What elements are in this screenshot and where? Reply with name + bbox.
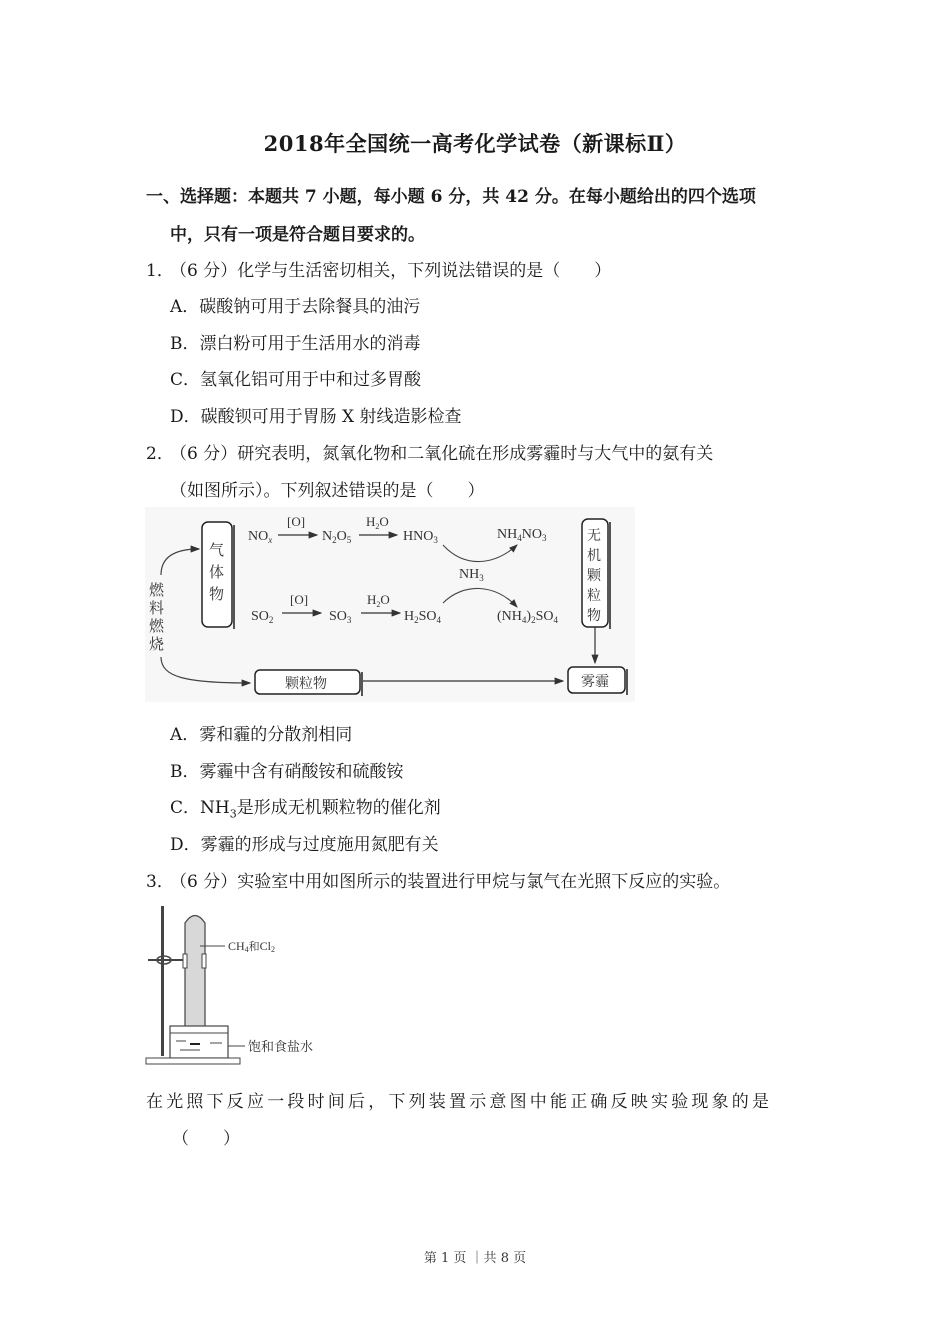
svg-text:颗: 颗 <box>587 568 601 584</box>
page-title: 2018年全国统一高考化学试卷（新课标Ⅱ） <box>263 131 687 156</box>
fuel-combustion-label <box>149 581 165 653</box>
option-c: C．$NH_3$是形成无机颗粒物的催化剂 <box>170 798 441 821</box>
svg-text:颗粒物: 颗粒物 <box>285 676 327 692</box>
svg-text:N2O5: $N_2O_5$ <box>322 529 352 545</box>
svg-text:物: 物 <box>587 608 601 624</box>
svg-text:烧: 烧 <box>149 635 165 653</box>
svg-text:NOx: $NO_x$ <box>248 529 273 545</box>
svg-text:无: 无 <box>587 528 601 544</box>
followup-line2: （ ） <box>172 1129 240 1149</box>
svg-text:物: 物 <box>209 585 225 603</box>
option-b: B．漂白粉可用于生活用水的消毒 <box>170 334 421 354</box>
svg-text:SO3: $SO_3$ <box>329 609 352 625</box>
option-a: A．碳酸钠可用于去除餐具的油污 <box>170 297 421 317</box>
svg-text:H2O: $H_2O$ <box>366 514 389 531</box>
page-footer: 第 1 页 ｜共 8 页 <box>423 1251 527 1266</box>
svg-text:H2O: $H_2O$ <box>367 592 390 609</box>
svg-text:HNO3: $HNO_3$ <box>403 529 438 545</box>
option-d: D．碳酸钡可用于胃肠 X 射线造影检查 <box>170 407 462 427</box>
question-number: 2． <box>146 444 174 464</box>
liquid-label: 饱和食盐水 <box>248 1040 314 1055</box>
question-number: 3． <box>146 872 174 892</box>
option-c: C．氢氧化铝可用于中和过多胃酸 <box>170 370 422 390</box>
svg-text:(NH4)2SO4: $(NH_4)_2SO_4$ <box>497 609 558 625</box>
svg-text:NH4NO3: $NH_4NO_3$ <box>497 527 547 543</box>
question-number: 1． <box>146 261 174 281</box>
svg-text:[O]: [O] <box>287 514 306 529</box>
svg-text:H2SO4: $H_2SO_4$ <box>404 609 442 625</box>
haze-formation-diagram <box>145 507 635 702</box>
svg-text:机: 机 <box>587 548 601 564</box>
gas-label: CH4和Cl2 <box>228 939 276 954</box>
option-b: B．雾霾中含有硝酸铵和硫酸铵 <box>170 762 404 782</box>
question-stem: （6 分）化学与生活密切相关，下列说法错误的是（ ） <box>170 261 612 281</box>
question-stem-line2: （如图所示）。下列叙述错误的是（ ） <box>170 481 485 501</box>
question-stem-line1: （6 分）研究表明，氮氧化物和二氧化硫在形成雾霾时与大气中的氨有关 <box>170 444 714 464</box>
svg-text:气: 气 <box>209 541 225 559</box>
svg-text:雾霾: 雾霾 <box>581 674 609 690</box>
svg-text:燃: 燃 <box>149 617 165 635</box>
svg-text:SO2: $SO_2$ <box>251 609 274 625</box>
section-heading-line2: 中，只有一项是符合题目要求的。 <box>170 225 425 245</box>
svg-text:料: 料 <box>149 599 165 617</box>
followup-line1: 在光照下反应一段时间后，下列装置示意图中能正确反映实验现象的是 <box>146 1092 773 1112</box>
option-d: D．雾霾的形成与过度施用氮肥有关 <box>170 835 439 855</box>
svg-text:[O]: [O] <box>290 592 309 607</box>
svg-text:NH3: $NH_3$ <box>459 567 484 583</box>
section-heading-line1: 一、选择题：本题共 7 小题，每小题 6 分，共 42 分。在每小题给出的四个选项 <box>146 187 756 207</box>
methane-chlorine-apparatus <box>140 898 340 1070</box>
svg-text:燃: 燃 <box>149 581 165 599</box>
svg-text:粒: 粒 <box>587 588 601 604</box>
svg-text:体: 体 <box>209 563 225 581</box>
option-a: A．雾和霾的分散剂相同 <box>170 725 353 745</box>
question-stem: （6 分）实验室中用如图所示的装置进行甲烷与氯气在光照下反应的实验。 <box>170 872 731 892</box>
